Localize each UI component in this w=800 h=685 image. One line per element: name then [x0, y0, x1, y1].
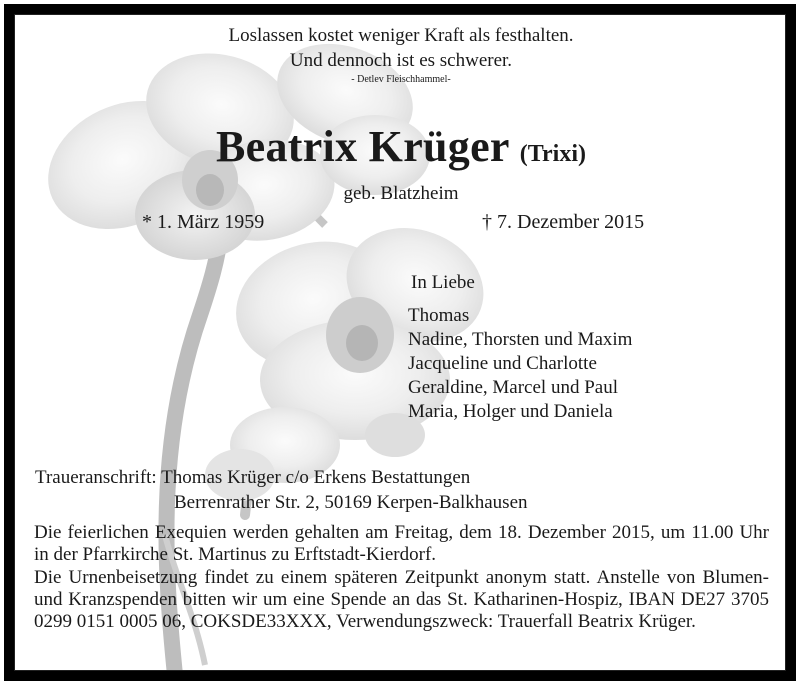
ceremony-paragraph: Die feierlichen Exequien werden gehalten am Freitag, dem 18. Dezember 2015, um 11.00 Uhr in der Pfarrkirche St. Martinus zu Erftstadt-Kierdorf.	[34, 522, 769, 566]
deceased-name: Beatrix Krüger	[216, 122, 510, 171]
motto-line-1: Loslassen kostet weniger Kraft als festhalten.	[228, 25, 574, 46]
address-line-2: Berrenrather Str. 2, 50169 Kerpen-Balkhausen	[174, 492, 528, 513]
obituary-notice	[14, 14, 786, 671]
address-line-1: Traueranschrift: Thomas Krüger c/o Erkens Bestattungen	[35, 467, 471, 488]
motto-author: - Detlev Fleischhammel-	[351, 74, 451, 85]
mourners-list	[408, 304, 632, 424]
mourners-heading: In Liebe	[411, 272, 475, 293]
mourner-name: Geraldine, Marcel und Paul	[408, 377, 618, 398]
motto-line-2: Und dennoch ist es schwerer.	[289, 50, 513, 71]
deceased-nickname: (Trixi)	[519, 141, 586, 167]
mourner-name: Nadine, Thorsten und Maxim	[408, 329, 633, 350]
deceased-name-line	[15, 121, 786, 172]
death-date: † 7. Dezember 2015	[482, 211, 645, 233]
birth-date: * 1. März 1959	[142, 211, 265, 233]
maiden-name: geb. Blatzheim	[343, 183, 459, 204]
urn-donation-paragraph: Die Urnenbeisetzung findet zu einem späteren Zeitpunkt anonym statt. Anstelle von Blumen- und Kranzspenden bitten wir um eine Spende an das St. Katharinen-Hospiz, IBAN DE27 3705 0299 0151 0005 06, COKSDE33XXX, Verwendungszweck: Trauerfall Beatrix Krüger.	[34, 567, 769, 633]
mourner-name: Maria, Holger und Daniela	[408, 401, 613, 422]
mourner-name: Thomas	[408, 305, 470, 326]
mourner-name: Jacqueline und Charlotte	[408, 353, 597, 374]
